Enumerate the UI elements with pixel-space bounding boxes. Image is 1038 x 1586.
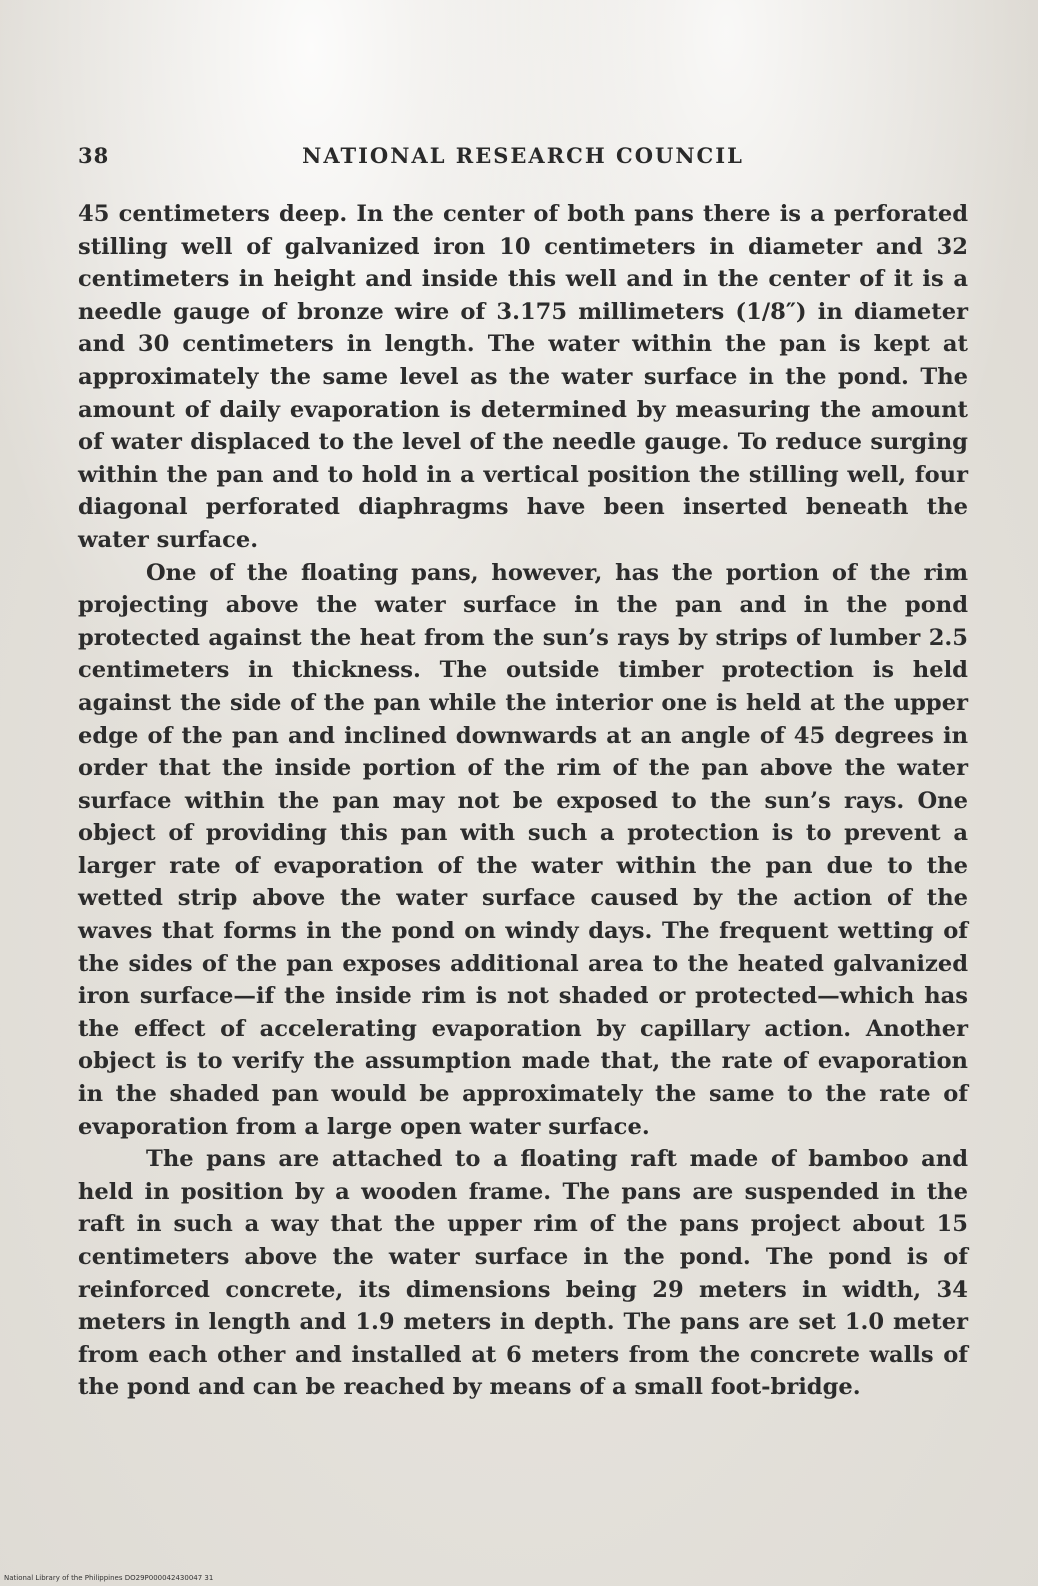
running-head: NATIONAL RESEARCH COUNCIL [302,143,744,168]
page-number: 38 [78,143,110,168]
page-header [78,143,968,177]
body-text [78,198,968,1404]
paragraph-3: The pans are attached to a floating raft made of bamboo and held in position by a wooden frame. The pans are suspended in the raft in such a way that the upper rim of the pans project about 15 centimeters above the water surface in the pond. The pond is of reinforced concrete, its dimensions being 29 meters in width, 34 meters in length and 1.9 meters in depth. The pans are set 1.0 meter from each other and installed at 6 meters from the concrete walls of the pond and can be reached by means of a small foot-bridge. [78,1146,968,1401]
paragraph-1: 45 centimeters deep. In the center of both pans there is a perforated stilling well of galvanized iron 10 centimeters in diameter and 32 centimeters in height and inside this well and in the center of it is a needle gauge of bronze wire of 3.175 millimeters (1/8″) in diameter and 30 centimeters in length. The water within the pan is kept at approximately the same level as the water surface in the pond. The amount of daily evaporation is determined by measuring the amount of water displaced to the level of the needle gauge. To reduce surging within the pan and to hold in a vertical position the stilling well, four diagonal perforated diaphragms have been inserted beneath the water surface. [78,201,968,553]
source-note: National Library of the Philippines DO29P000042430047 31 [4,1574,214,1582]
paragraph-2: One of the floating pans, however, has the portion of the rim projecting above the water surface in the pan and in the pond protected against the heat from the sun’s rays by strips of lumber 2.5 centimeters in thickness. The outside timber protection is held against the side of the pan while the interior one is held at the upper edge of the pan and inclined downwards at an angle of 45 degrees in order that the inside portion of the rim of the pan above the water surface within the pan may not be exposed to the sun’s rays. One object of providing this pan with such a protection is to prevent a larger rate of evaporation of the water within the pan due to the wetted strip above the water surface caused by the action of the waves that forms in the pond on windy days. The frequent wetting of the sides of the pan exposes additional area to the heated galvanized iron surface—if the inside rim is not shaded or protected—which has the effect of accelerating evaporation by capillary action. Another object is to verify the assumption made that, the rate of evaporation in the shaded pan would be approximately the same to the rate of evaporation from a large open water surface. [78,559,968,1140]
